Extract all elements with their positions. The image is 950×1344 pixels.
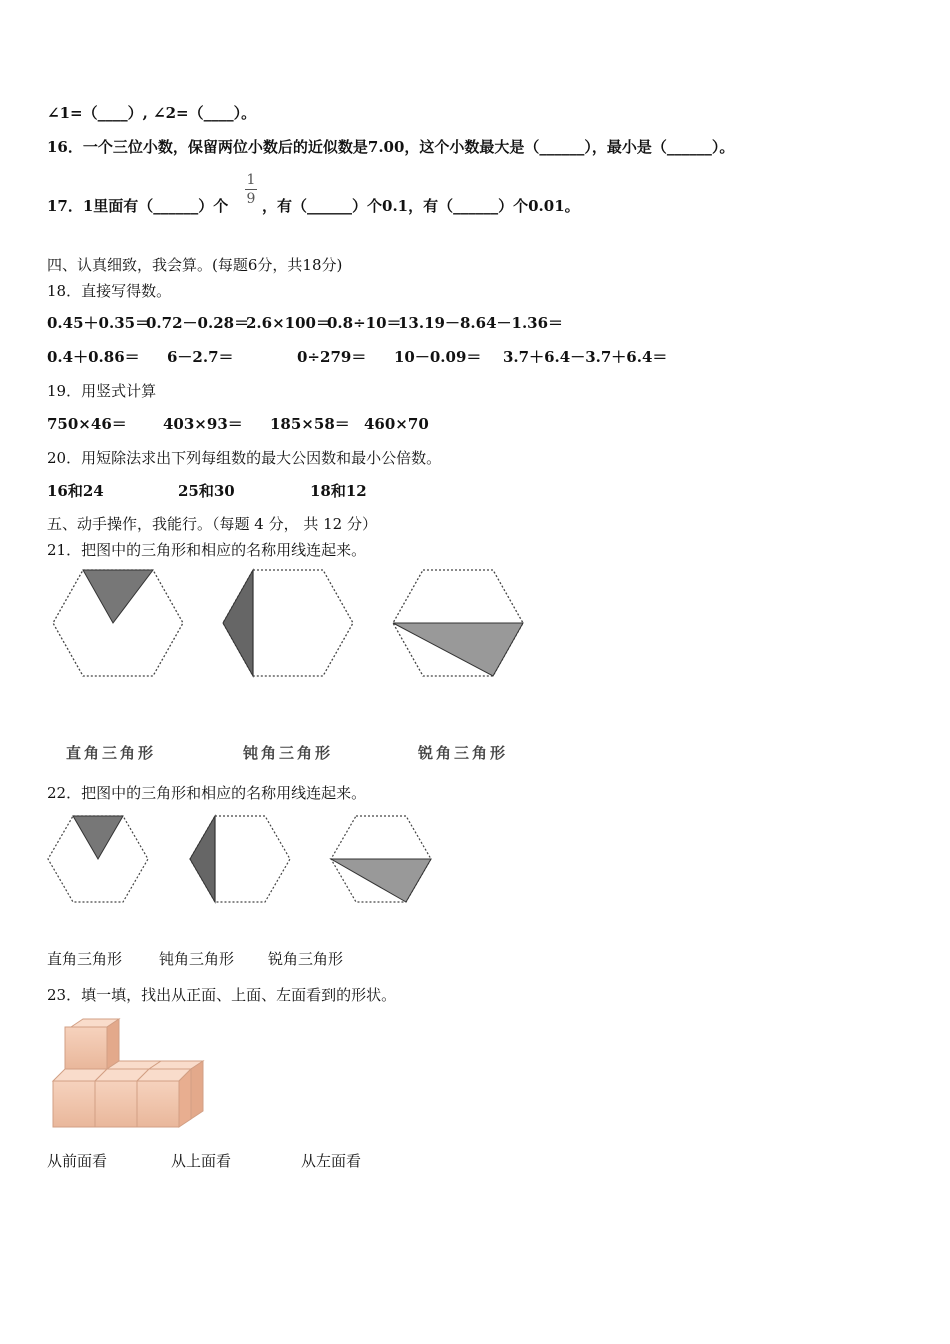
q21-label-acute-triangle: 锐角三角形 <box>418 744 509 762</box>
q23-cubes-figure <box>45 1015 210 1130</box>
q16-text: 16．一个三位小数，保留两位小数后的近似数是7.00，这个小数最大是（______），最小是（______）。 <box>47 138 735 156</box>
q20-title: 20．用短除法求出下列每组数的最大公因数和最小公倍数。 <box>47 449 442 467</box>
q17-prefix: 17．1里面有（______）个 <box>47 197 229 215</box>
q23-label-front-view: 从前面看 <box>47 1152 108 1170</box>
q18-title: 18．直接写得数。 <box>47 282 172 300</box>
q19-item-4: 460×70 <box>364 415 429 433</box>
q23-label-top-view: 从上面看 <box>171 1152 232 1170</box>
q23-label-left-view: 从左面看 <box>301 1152 362 1170</box>
q21-title: 21．把图中的三角形和相应的名称用线连起来。 <box>47 541 367 559</box>
q18-row2-item-3: 0÷279＝ <box>297 348 367 366</box>
section-5-heading: 五、动手操作，我能行。（每题 4 分， 共 12 分） <box>47 515 377 533</box>
q18-row2-item-5: 3.7＋6.4－3.7＋6.4＝ <box>503 348 668 366</box>
q19-item-1: 750×46＝ <box>47 415 127 433</box>
q21-label-obtuse-triangle: 钝角三角形 <box>243 744 334 762</box>
q21-hexagons-figure <box>40 560 540 690</box>
q20-item-3: 18和12 <box>310 482 367 500</box>
q18-row2-item-1: 0.4＋0.86＝ <box>47 348 140 366</box>
q17-fraction-denominator: 9 <box>246 191 256 207</box>
q18-row1-item-1: 0.45＋0.35＝ <box>47 314 151 332</box>
q18-row2-item-2: 6－2.7＝ <box>167 348 234 366</box>
q21-label-right-triangle: 直角三角形 <box>66 744 157 762</box>
q22-label-acute-triangle: 锐角三角形 <box>268 950 344 968</box>
q18-row1-item-4: 0.8÷10＝ <box>327 314 402 332</box>
q22-hexagons-figure <box>40 805 440 915</box>
q18-row1-item-5: 13.19－8.64－1.36＝ <box>398 314 564 332</box>
q23-title: 23．填一填，找出从正面、上面、左面看到的形状。 <box>47 986 397 1004</box>
q20-item-1: 16和24 <box>47 482 104 500</box>
q22-label-right-triangle: 直角三角形 <box>47 950 123 968</box>
q17-fraction <box>244 172 258 207</box>
q22-label-obtuse-triangle: 钝角三角形 <box>159 950 235 968</box>
q19-title: 19．用竖式计算 <box>47 382 157 400</box>
section-4-heading: 四、认真细致，我会算。(每题6分，共18分) <box>47 256 343 274</box>
q17-suffix: ，有（______）个0.1，有（______）个0.01。 <box>262 197 580 215</box>
q21-hexagon-1 <box>53 570 183 676</box>
q22-title: 22．把图中的三角形和相应的名称用线连起来。 <box>47 784 367 802</box>
q22-hexagon-3 <box>331 816 431 902</box>
q18-row1-item-3: 2.6×100＝ <box>246 314 331 332</box>
q20-item-2: 25和30 <box>178 482 235 500</box>
q19-item-3: 185×58＝ <box>270 415 350 433</box>
q21-hexagon-3 <box>393 570 523 676</box>
q22-hexagon-2 <box>190 816 290 902</box>
q18-row2-item-4: 10－0.09＝ <box>394 348 482 366</box>
q22-hexagon-1 <box>48 816 148 902</box>
q18-row1-item-2: 0.72－0.28＝ <box>146 314 250 332</box>
q17-fraction-numerator: 1 <box>246 172 256 188</box>
q19-item-2: 403×93＝ <box>163 415 243 433</box>
q15-answer-line: ∠1=（____）, ∠2=（____）。 <box>47 104 257 122</box>
q21-hexagon-2 <box>223 570 353 676</box>
